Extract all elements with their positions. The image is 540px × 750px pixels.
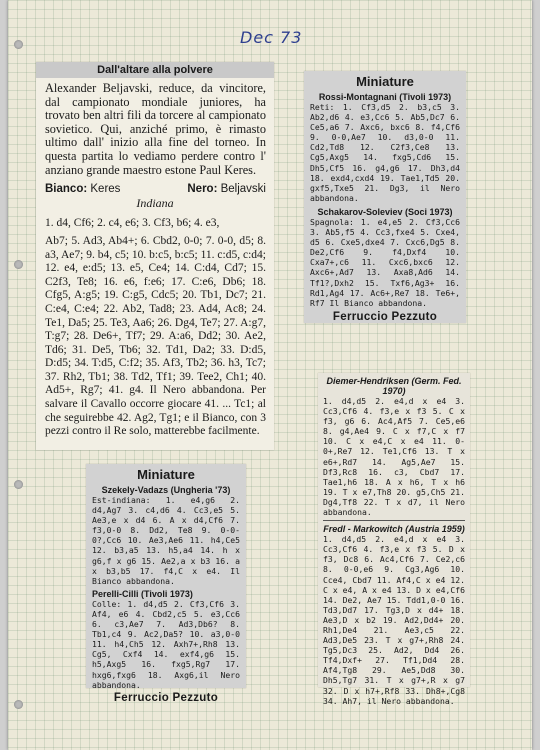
players-line	[36, 177, 274, 195]
moves-body: Ab7; 5. Ad3, Ab4+; 6. Cbd2, 0-0; 7. 0-0, d5; 8. a3, Ae7; 9. b4, c5; 10. b:c5, b:c5; 11. c:d5, c:d4; 12. e4, e:d5; 13. e5, Ce4; 14. C:d4, Cd7; 15. C2f3, Te8; 16. e6, f:e6; 17. C:e6, Db6; 18. Cfg5, A:g5; 19. C:g5, Cdc5; 20. Tb1, Dc7; 21. C:e4, C:e4; 22. Ab2, Tad8; 23. Ad4, Ac8; 24. Te1, Da5; 25. Te3, Aa6; 26. Dg4, Te7; 27. A:g7, T:g7; 28. De6+, Tf7; 29. A:a6, Dd2; 30. Ae2, Td6; 31. De5, Tb6; 32. Td1, Da2; 33. D:d5, D:d5; 34. T:d5, C:f2; 35. Af3, Tb2; 36. h3, Tc7; 37. Rh2, Tb1; 38. Td2, Tf1; 39. Tee2, Ch1; 40. Ad5+, Rg7; 41. g4. Il Nero abbandona. Per salvare il Cavallo occorre giocare 41. ... Tc1; al che seguirebbe 42. Ag2, Tg1; e il Bianco, con 3 pezzi contro il Re solo, matterebbe facilmente.	[45, 234, 266, 438]
miniature-clipping-bottom	[86, 464, 246, 704]
game-moves: Reti: 1. Cf3,d5 2. b3,c5 3. Ab2,d6 4. e3,Cc6 5. Ab5,Dc7 6. Ce5,a6 7. Axc6, bxc6 8. f4,Cf6 9. 0-0,Ae7 10. d3,0-0 11. Cd2,Td8 12. C2f3,Ce8 13. Cg5,Axg5 14. fxg5,Cd6 15. Dh5,Cf5 16. g4,g6 17. Dh3,d4 18. exd4,cxd4 19. Tae1,Td5 20. gxf5,Txe5 21. Dg3, il Nero abbandona.	[310, 102, 460, 203]
game-moves: Colle: 1. d4,d5 2. Cf3,Cf6 3. Af4, e6 4. Cbd2,c5 5. e3,Cc6 6. c3,Ae7 7. Ad3,Db6? 8. Tb1,c4 9. Ac2,Da5? 10. a3,0-0 11. h4,Ch5 12. Axh7+,Rh8 13. Cg5, Cxf4 14. exf4,g6 15. h5,Axg5 16. fxg5,Rg7 17. hxg6,fxg6 18. Axg6,il Nero abbandona.	[92, 598, 240, 690]
game-moves: Est-indiana: 1. e4,g6 2. d4,Ag7 3. c4,d6 4. Cc3,e5 5. Ae3,e x d4 6. A x d4,Cf6 7. f3,0-0 8. Dd2, Te8 9. 0-0-0?,Cc6 10. Ae3,Ae6 11. h4,Ce5 12. b3,a5 13. h5,a4 14. h x g6,f x g6 15. Ae2,a x b3 16. a x b3,b5 17. f4,C x e4. Il Bianco abbandona.	[92, 495, 240, 586]
article-lead: Alexander Beljavski, reduce, da vincitore, dal campionato mondiale juniores, ha trovato ben altri fili da torcere al campionato sovietico. Qui, anziché primo, è rimasto ultimo dall' inizio alla fine del torneo. In questa partita lo vediamo perdere contro l' anziano grande maestro estone Paul Keres.	[45, 81, 266, 177]
miniature-clipping-top	[304, 71, 466, 323]
game-moves: 1. d4,d5 2. e4,d x e4 3. Cc3,Cf6 4. f3,e x f3 5. D x f3, Dc8 6. Ac4,Cf6 7. Ce2,c6 8. 0-0,e6 9. Cg3,Ag6 10. Cce4, Cbd7 11. Af4,C x e4 12. C x e4, A x e4 13. D x e4,Cf6 14. De2, Ae7 15. Tdd1,0-0 16. Td3,Dd7 17. Tg3,D x d4+ 18. Ae3,D x b2 19. Ad2,Dd4+ 20. Rh1,De4 21. Ae3,c5 22. Ad3,De5 23. T x g7+,Rh8 24. Tg5,Dc3 25. Ad2, Dd4 26. Tf4,Dxf+ 27. Tf1,Dd4 28. Af4,Tg8 29. Ae5,Dd8 30. Dh5,Tg7 31. T x g7+,R x g7 32. D x h7+,Rf8 33. Dh8+,Cg8 34. Ah7, il Nero abbandona.	[323, 534, 465, 706]
black-name: Beljavski	[220, 183, 266, 196]
divider	[323, 520, 465, 521]
white-label: Bianco:	[45, 183, 88, 196]
author-signature: Ferruccio Pezzuto	[113, 691, 219, 704]
white-name: Keres	[90, 183, 121, 196]
black-label: Nero:	[187, 183, 218, 196]
author-signature: Ferruccio Pezzuto	[332, 310, 438, 323]
moves-first-line: 1. d4, Cf6; 2. c4, e6; 3. Cf3, b6; 4. e3,	[45, 217, 220, 230]
game-title: Rossi-Montagnani (Tivoli 1973)	[318, 92, 452, 102]
binder-hole	[14, 260, 23, 269]
miniature-heading: Miniature	[137, 467, 195, 482]
binder-hole	[14, 480, 23, 489]
game-title: Diemer-Hendriksen (Germ. Fed. 1970)	[326, 376, 462, 396]
miniature-heading: Miniature	[356, 74, 414, 89]
game-title: Szekely-Vadazs (Ungheria '73)	[101, 485, 231, 495]
game-title: Perelli-Cilli (Tivoli 1973)	[92, 588, 193, 599]
opening-name: Indiana	[136, 196, 174, 211]
binder-hole	[14, 40, 23, 49]
black-player	[187, 183, 266, 195]
handwritten-date-note: Dec 73	[240, 28, 303, 47]
article-title: Dall'altare alla polvere	[36, 62, 274, 78]
article-clipping	[36, 62, 274, 450]
game-title: Fredl - Markowitch (Austria 1959)	[323, 524, 465, 535]
game-moves: 1. d4,d5 2. e4,d x e4 3. Cc3,Cf6 4. f3,e x f3 5. C x f3, g6 6. Ac4,Af5 7. Ce5,e6 8. g4,Ae4 9. C x f7,C x f7 10. C x e4,C x e4 11. 0-0+,Re7 12. Te1,Cf6 13. T x e6+,Rd7 14. Ag5,Ae7 15. Df3,Rc8 16. c3, Cbd7 17. Tae1,h6 18. A x h6, T x h6 19. T x e7,Th8 20. g5,Ch5 21. Dg4,Tf8 22. T x d7, il Nero abbandona.	[323, 396, 465, 518]
white-player	[45, 183, 120, 195]
game-moves: Spagnola: 1. e4,e5 2. Cf3,Cc6 3. Ab5,f5 4. Cc3,fxe4 5. Cxe4, d5 6. Cxe5,dxe4 7. Cxc6,Dg5 8. De2,Cf6 9. f4,Dxf4 10. Cxa7+,c6 11. Cxc6,bxc6 12. Axc6+,Ad7 13. Axa8,Ad6 14. Tf1?,Dxh2 15. Txf6,Ag3+ 16. Rd1,Ag4 17. Ac6+,Re7 18. Te6+, Rf7 Il Bianco abbandona.	[310, 216, 460, 308]
games-clipping-right	[318, 373, 470, 706]
binder-hole	[14, 700, 23, 709]
game-title: Schakarov-Soleviev (Soci 1973)	[317, 206, 453, 217]
